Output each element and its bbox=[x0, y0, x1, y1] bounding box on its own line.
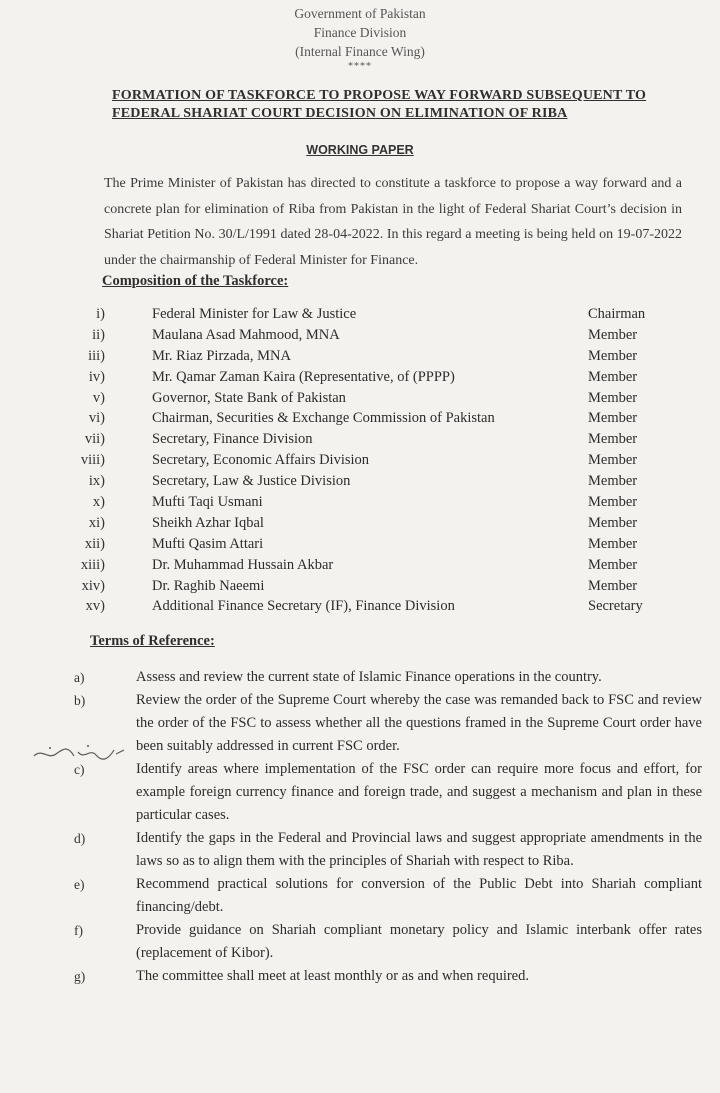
letterhead-government: Government of Pakistan bbox=[294, 6, 426, 21]
member-role: Member bbox=[588, 368, 638, 385]
member-number: vi) bbox=[88, 410, 105, 427]
members-list bbox=[0, 306, 720, 619]
term-item bbox=[74, 919, 702, 965]
terms-list bbox=[0, 666, 720, 988]
member-name: Chairman, Securities & Exchange Commission of Pakistan bbox=[152, 410, 495, 427]
term-letter: d) bbox=[74, 831, 86, 847]
letterhead-stars: **** bbox=[348, 61, 372, 72]
term-letter: f) bbox=[74, 923, 83, 939]
term-letter: c) bbox=[74, 762, 85, 778]
term-text: Identify areas where implementation of the FSC order can require more focus and effort, for example foreign currency finance and foreign trade, and suggest a mechanism and plan in these particular cases. bbox=[136, 761, 702, 824]
term-item bbox=[74, 758, 702, 827]
member-name: Mufti Qasim Attari bbox=[152, 535, 264, 552]
member-row bbox=[0, 536, 720, 557]
terms-heading: Terms of Reference: bbox=[90, 633, 215, 650]
letterhead-wing: (Internal Finance Wing) bbox=[295, 44, 425, 59]
composition-heading: Composition of the Taskforce: bbox=[102, 273, 289, 289]
member-row bbox=[0, 306, 720, 327]
member-name: Sheikh Azhar Iqbal bbox=[152, 514, 264, 531]
member-row bbox=[0, 473, 720, 494]
member-number: ix) bbox=[88, 473, 105, 490]
member-name: Maulana Asad Mahmood, MNA bbox=[152, 326, 340, 343]
member-number: x) bbox=[92, 494, 105, 511]
member-role: Member bbox=[588, 431, 638, 448]
member-name: Secretary, Economic Affairs Division bbox=[152, 452, 370, 469]
member-number: xi) bbox=[88, 514, 105, 531]
member-role: Member bbox=[588, 326, 638, 343]
member-row bbox=[0, 348, 720, 369]
member-number: i) bbox=[96, 306, 105, 322]
member-number: xiii) bbox=[80, 556, 105, 573]
member-row bbox=[0, 494, 720, 515]
member-name: Federal Minister for Law & Justice bbox=[152, 306, 357, 322]
member-role: Member bbox=[588, 389, 638, 406]
member-name: Dr. Muhammad Hussain Akbar bbox=[152, 556, 334, 573]
term-letter: a) bbox=[74, 670, 85, 686]
term-letter: g) bbox=[74, 969, 86, 985]
term-text: Assess and review the current state of Islamic Finance operations in the country. bbox=[136, 669, 602, 686]
intro-paragraph: The Prime Minister of Pakistan has directed to constitute a taskforce to propose a way forward and a concrete plan for elimination of Riba from Pakistan in the light of Federal Shariat Court’s decision in Shariat Petition No. 30/L/1991 dated 28-04-2022. In this regard a meeting is being held on 19-07-2022 under the chairmanship of Federal Minister for Finance. bbox=[104, 176, 682, 268]
member-name: Dr. Raghib Naeemi bbox=[152, 577, 265, 594]
member-row bbox=[0, 598, 720, 619]
term-letter: e) bbox=[74, 877, 85, 893]
term-text: Recommend practical solutions for conversion of the Public Debt into Shariah compliant financing/debt. bbox=[136, 876, 702, 916]
member-role: Chairman bbox=[588, 306, 646, 322]
term-item bbox=[74, 873, 702, 919]
term-text: Identify the gaps in the Federal and Provincial laws and suggest appropriate amendments in the laws so as to align them with the principles of Shariah with respect to Riba. bbox=[136, 830, 702, 870]
member-row bbox=[0, 557, 720, 578]
member-row bbox=[0, 452, 720, 473]
member-name: Mufti Taqi Usmani bbox=[152, 494, 263, 511]
member-row bbox=[0, 410, 720, 431]
member-row bbox=[0, 369, 720, 390]
document-title: FORMATION OF TASKFORCE TO PROPOSE WAY FORWARD SUBSEQUENT TO FEDERAL SHARIAT COURT DECISION ON ELIMINATION OF RIBA bbox=[112, 88, 647, 121]
term-item bbox=[74, 666, 702, 689]
member-name: Secretary, Finance Division bbox=[152, 431, 313, 448]
member-number: ii) bbox=[92, 326, 105, 343]
letterhead-division: Finance Division bbox=[313, 25, 407, 40]
member-number: viii) bbox=[80, 452, 105, 469]
member-role: Member bbox=[588, 577, 638, 594]
member-name: Secretary, Law & Justice Division bbox=[152, 473, 351, 490]
member-role: Member bbox=[588, 494, 638, 511]
member-role: Member bbox=[588, 347, 638, 364]
term-item bbox=[74, 965, 702, 988]
member-name: Mr. Riaz Pirzada, MNA bbox=[152, 347, 291, 364]
member-number: xiv) bbox=[81, 577, 105, 594]
member-row bbox=[0, 515, 720, 536]
term-text: Review the order of the Supreme Court whereby the case was remanded back to FSC and review the order of the FSC to assess whether all the questions framed in the Supreme Court order have been suitably addressed in current FSC order. bbox=[136, 692, 702, 755]
term-item bbox=[74, 827, 702, 873]
member-name: Governor, State Bank of Pakistan bbox=[152, 389, 346, 406]
member-role: Member bbox=[588, 452, 638, 469]
member-role: Member bbox=[588, 514, 638, 531]
term-item bbox=[74, 689, 702, 758]
term-text: The committee shall meet at least monthly or as and when required. bbox=[136, 968, 529, 985]
member-name: Mr. Qamar Zaman Kaira (Representative, of (PPPP) bbox=[152, 368, 455, 385]
working-paper-label: WORKING PAPER bbox=[306, 143, 414, 157]
term-text: Provide guidance on Shariah compliant monetary policy and Islamic interbank offer rates (replacement of Kibor). bbox=[136, 922, 702, 962]
member-role: Member bbox=[588, 556, 638, 573]
letterhead bbox=[0, 0, 720, 73]
member-row bbox=[0, 390, 720, 411]
member-name: Additional Finance Secretary (IF), Finance Division bbox=[152, 598, 455, 615]
member-role: Member bbox=[588, 473, 638, 490]
member-number: xv) bbox=[85, 598, 105, 615]
member-number: vii) bbox=[84, 431, 105, 448]
member-number: xii) bbox=[84, 535, 105, 552]
member-row bbox=[0, 327, 720, 348]
member-number: v) bbox=[92, 389, 105, 406]
member-row bbox=[0, 578, 720, 599]
handwritten-annotation bbox=[30, 742, 128, 764]
member-role: Secretary bbox=[588, 598, 643, 615]
member-number: iii) bbox=[88, 347, 105, 364]
member-number: iv) bbox=[88, 368, 105, 385]
member-role: Member bbox=[588, 410, 638, 427]
member-role: Member bbox=[588, 535, 638, 552]
term-letter: b) bbox=[74, 693, 86, 709]
member-row bbox=[0, 431, 720, 452]
